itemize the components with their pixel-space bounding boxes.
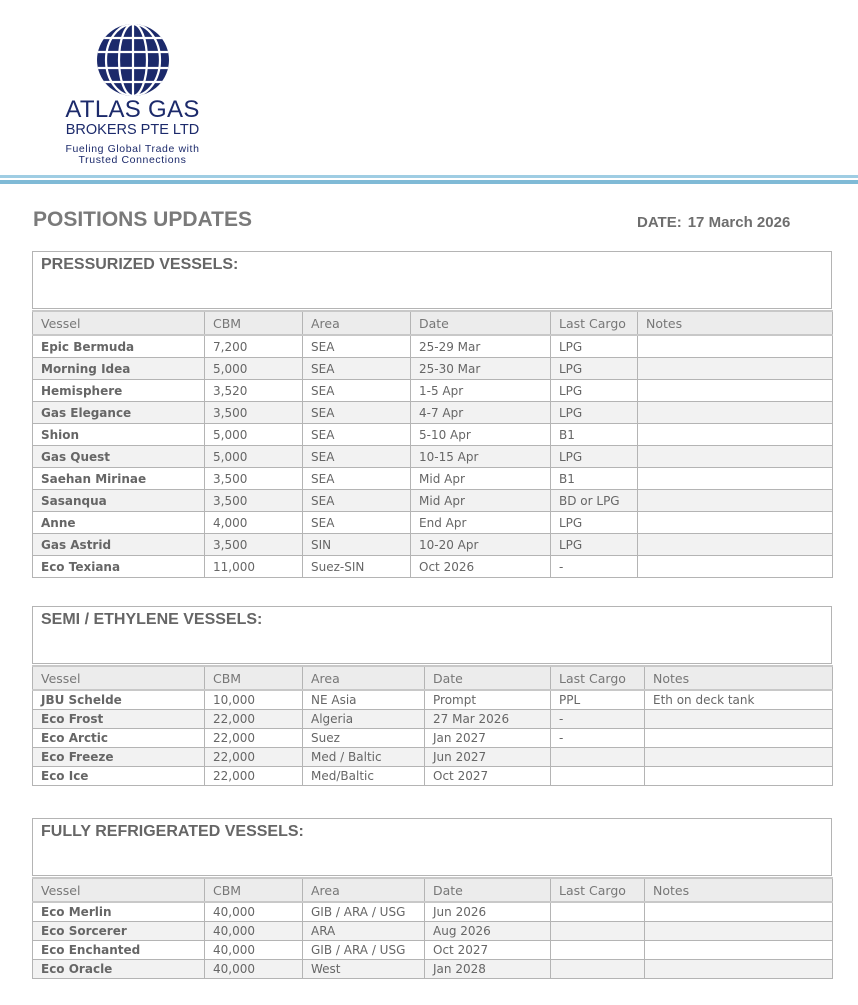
table-cell: GIB / ARA / USG: [303, 941, 425, 960]
table-cell: [638, 380, 833, 402]
table-row: [33, 490, 833, 512]
table-cell: SIN: [303, 534, 411, 556]
vessel-name-cell: Hemisphere: [33, 380, 205, 402]
company-logo: [40, 20, 225, 166]
page-title: POSITIONS UPDATES: [33, 208, 252, 231]
table-body: [33, 335, 833, 578]
vessel-name-cell: Eco Sorcerer: [33, 922, 205, 941]
table-body: [33, 902, 833, 979]
vessel-name-cell: Saehan Mirinae: [33, 468, 205, 490]
table-cell: [645, 729, 833, 748]
vessel-name-cell: Eco Frost: [33, 710, 205, 729]
section-title: SEMI / ETHYLENE VESSELS:: [41, 611, 263, 628]
table-cell: 27 Mar 2026: [425, 710, 551, 729]
table-cell: [645, 902, 833, 922]
table-cell: 1-5 Apr: [411, 380, 551, 402]
table-row: [33, 534, 833, 556]
table-row: [33, 960, 833, 979]
column-header: Notes: [638, 311, 833, 335]
vessel-name-cell: Anne: [33, 512, 205, 534]
table-cell: 40,000: [205, 960, 303, 979]
section-title: PRESSURIZED VESSELS:: [41, 256, 239, 273]
table-cell: SEA: [303, 490, 411, 512]
table-cell: [638, 358, 833, 380]
column-header: Date: [425, 666, 551, 690]
table-cell: SEA: [303, 358, 411, 380]
table-cell: [638, 335, 833, 358]
company-tagline: [40, 144, 225, 166]
table-cell: LPG: [551, 402, 638, 424]
table-row: [33, 446, 833, 468]
tagline-line-1: Fueling Global Trade with: [65, 143, 200, 155]
table-cell: B1: [551, 424, 638, 446]
table-row: [33, 468, 833, 490]
table-row: [33, 767, 833, 786]
table-cell: End Apr: [411, 512, 551, 534]
table-cell: Suez: [303, 729, 425, 748]
table-cell: [645, 710, 833, 729]
column-header: Notes: [645, 878, 833, 902]
table-cell: 5,000: [205, 446, 303, 468]
table-cell: 40,000: [205, 922, 303, 941]
table-cell: 10-15 Apr: [411, 446, 551, 468]
table-cell: Jan 2027: [425, 729, 551, 748]
table-cell: 22,000: [205, 710, 303, 729]
table-row: [33, 710, 833, 729]
table-row: [33, 402, 833, 424]
vessel-name-cell: JBU Schelde: [33, 690, 205, 710]
globe-icon: [95, 22, 171, 98]
column-header: Vessel: [33, 666, 205, 690]
table-body: [33, 690, 833, 786]
company-name: ATLAS GAS: [65, 96, 200, 123]
date-value: 17 March 2026: [687, 214, 791, 231]
fully-refrigerated-table: [32, 877, 833, 979]
table-cell: 7,200: [205, 335, 303, 358]
table-cell: 11,000: [205, 556, 303, 578]
vessel-name-cell: Shion: [33, 424, 205, 446]
vessel-name-cell: Gas Quest: [33, 446, 205, 468]
table-header-row: [33, 878, 833, 902]
table-header-row: [33, 311, 833, 335]
table-cell: ARA: [303, 922, 425, 941]
table-cell: SEA: [303, 380, 411, 402]
table-cell: [638, 468, 833, 490]
table-cell: GIB / ARA / USG: [303, 902, 425, 922]
table-cell: [645, 960, 833, 979]
table-cell: Med/Baltic: [303, 767, 425, 786]
table-cell: Jan 2028: [425, 960, 551, 979]
table-cell: 22,000: [205, 729, 303, 748]
table-cell: 3,500: [205, 534, 303, 556]
table-cell: [638, 446, 833, 468]
table-cell: LPG: [551, 446, 638, 468]
table-cell: [645, 922, 833, 941]
table-cell: -: [551, 556, 638, 578]
table-cell: [638, 490, 833, 512]
section-header: [32, 606, 832, 664]
date-label: DATE:: [637, 214, 682, 231]
table-row: [33, 941, 833, 960]
semi-ethylene-section: [32, 606, 832, 786]
table-cell: 22,000: [205, 748, 303, 767]
column-header: Vessel: [33, 311, 205, 335]
table-header-row: [33, 666, 833, 690]
table-row: [33, 512, 833, 534]
table-cell: [645, 748, 833, 767]
table-cell: [551, 767, 645, 786]
column-header: Date: [425, 878, 551, 902]
table-cell: Eth on deck tank: [645, 690, 833, 710]
tagline-line-2: Trusted Connections: [78, 154, 187, 166]
vessel-name-cell: Eco Merlin: [33, 902, 205, 922]
column-header: Last Cargo: [551, 666, 645, 690]
table-cell: LPG: [551, 335, 638, 358]
table-cell: West: [303, 960, 425, 979]
vessel-name-cell: Gas Elegance: [33, 402, 205, 424]
table-cell: SEA: [303, 468, 411, 490]
vessel-name-cell: Sasanqua: [33, 490, 205, 512]
pressurized-table: [32, 310, 833, 578]
vessel-name-cell: Morning Idea: [33, 358, 205, 380]
column-header: Vessel: [33, 878, 205, 902]
table-cell: Prompt: [425, 690, 551, 710]
table-row: [33, 729, 833, 748]
table-cell: [638, 424, 833, 446]
table-cell: [638, 556, 833, 578]
column-header: Date: [411, 311, 551, 335]
vessel-name-cell: Eco Oracle: [33, 960, 205, 979]
table-cell: [638, 512, 833, 534]
table-row: [33, 922, 833, 941]
company-name-sub: BROKERS PTE LTD: [65, 122, 200, 138]
table-cell: Aug 2026: [425, 922, 551, 941]
fully-refrigerated-section: [32, 818, 832, 979]
table-row: [33, 556, 833, 578]
table-cell: 25-30 Mar: [411, 358, 551, 380]
table-cell: [551, 960, 645, 979]
column-header: Last Cargo: [551, 311, 638, 335]
table-cell: Oct 2027: [425, 767, 551, 786]
table-cell: Mid Apr: [411, 490, 551, 512]
table-cell: PPL: [551, 690, 645, 710]
table-cell: 3,500: [205, 490, 303, 512]
column-header: Area: [303, 666, 425, 690]
vessel-name-cell: Eco Ice: [33, 767, 205, 786]
table-cell: [551, 922, 645, 941]
table-cell: Jun 2027: [425, 748, 551, 767]
column-header: Area: [303, 878, 425, 902]
table-cell: LPG: [551, 358, 638, 380]
table-cell: [638, 402, 833, 424]
column-header: CBM: [205, 666, 303, 690]
table-row: [33, 748, 833, 767]
table-cell: 4,000: [205, 512, 303, 534]
table-cell: Algeria: [303, 710, 425, 729]
table-cell: SEA: [303, 335, 411, 358]
table-cell: 25-29 Mar: [411, 335, 551, 358]
table-cell: 10,000: [205, 690, 303, 710]
table-cell: Jun 2026: [425, 902, 551, 922]
table-cell: 3,520: [205, 380, 303, 402]
vessel-name-cell: Eco Arctic: [33, 729, 205, 748]
table-cell: 40,000: [205, 941, 303, 960]
column-header: CBM: [205, 878, 303, 902]
pressurized-section: [32, 251, 832, 578]
vessel-name-cell: Eco Freeze: [33, 748, 205, 767]
table-cell: [551, 941, 645, 960]
report-date: [637, 214, 796, 231]
vessel-name-cell: Eco Texiana: [33, 556, 205, 578]
section-header: [32, 251, 832, 309]
table-cell: 3,500: [205, 402, 303, 424]
table-cell: 22,000: [205, 767, 303, 786]
table-cell: Oct 2026: [411, 556, 551, 578]
table-cell: [645, 767, 833, 786]
table-cell: LPG: [551, 512, 638, 534]
column-header: CBM: [205, 311, 303, 335]
table-cell: Suez-SIN: [303, 556, 411, 578]
section-header: [32, 818, 832, 876]
vessel-name-cell: Eco Enchanted: [33, 941, 205, 960]
table-row: [33, 902, 833, 922]
table-cell: Oct 2027: [425, 941, 551, 960]
table-cell: -: [551, 710, 645, 729]
table-cell: 4-7 Apr: [411, 402, 551, 424]
table-cell: [645, 941, 833, 960]
column-header: Notes: [645, 666, 833, 690]
table-row: [33, 335, 833, 358]
table-cell: NE Asia: [303, 690, 425, 710]
table-cell: Med / Baltic: [303, 748, 425, 767]
table-cell: BD or LPG: [551, 490, 638, 512]
table-cell: SEA: [303, 402, 411, 424]
table-cell: Mid Apr: [411, 468, 551, 490]
table-cell: 3,500: [205, 468, 303, 490]
semi-ethylene-table: [32, 665, 833, 786]
vessel-name-cell: Epic Bermuda: [33, 335, 205, 358]
column-header: Last Cargo: [551, 878, 645, 902]
table-cell: -: [551, 729, 645, 748]
table-cell: LPG: [551, 534, 638, 556]
column-header: Area: [303, 311, 411, 335]
table-cell: 5,000: [205, 424, 303, 446]
table-cell: B1: [551, 468, 638, 490]
table-cell: SEA: [303, 424, 411, 446]
table-row: [33, 424, 833, 446]
header-divider: [0, 175, 858, 178]
table-cell: LPG: [551, 380, 638, 402]
table-cell: 40,000: [205, 902, 303, 922]
table-cell: SEA: [303, 446, 411, 468]
table-row: [33, 380, 833, 402]
table-cell: 10-20 Apr: [411, 534, 551, 556]
table-cell: [638, 534, 833, 556]
table-cell: [551, 748, 645, 767]
header-divider-2: [0, 180, 858, 184]
table-row: [33, 690, 833, 710]
table-cell: 5-10 Apr: [411, 424, 551, 446]
table-row: [33, 358, 833, 380]
section-title: FULLY REFRIGERATED VESSELS:: [41, 823, 304, 840]
vessel-name-cell: Gas Astrid: [33, 534, 205, 556]
table-cell: [551, 902, 645, 922]
table-cell: SEA: [303, 512, 411, 534]
table-cell: 5,000: [205, 358, 303, 380]
